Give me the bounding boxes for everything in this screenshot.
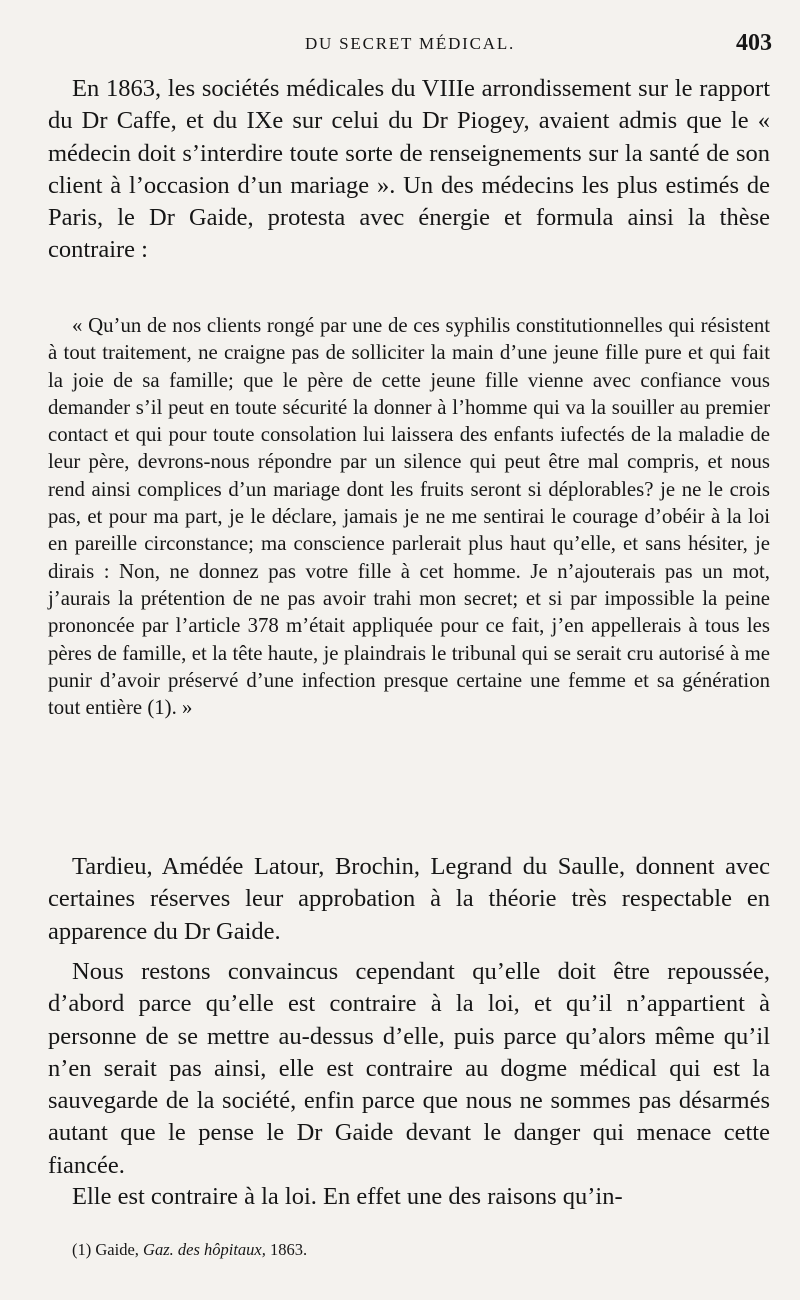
running-title: DU SECRET MÉDICAL.: [304, 34, 516, 53]
footnote-source: Gaz. des hôpitaux,: [143, 1240, 266, 1259]
footnote: [72, 1240, 307, 1260]
paragraph-contraire-loi: Elle est contraire à la loi. En effet une des raisons qu’in-: [72, 1183, 623, 1210]
footnote-author: Gaide,: [95, 1240, 139, 1259]
paragraph-nous-restons: Nous restons convaincus cependant qu’elle doit être repoussée, d’abord parce qu’elle est contraire à la loi, et qu’il n’appartient à personne de se mettre au-dessus d’elle, puis parce qu’alors même qu’il n’en serait pas ainsi, elle est contraire au dogme médical qui est la sauvegarde de la société, enfin parce que nous ne sommes pas désarmés autant que le pense le Dr Gaide devant le danger qui menace cette fiancée.: [48, 958, 770, 1179]
quotation-gaide: « Qu’un de nos clients rongé par une de ces syphilis constitutionnelles qui résistent à tout traitement, ne craigne pas de solliciter la main d’une jeune fille pure et qui fait la joie de sa famille; que le père de cette jeune fille vienne avec confiance vous demander s’il peut en toute sécurité la donner à l’homme qui va la souiller au premier contact et qui pour toute consolation lui laissera des enfants iufectés de la maladie de leur père, devrons-nous répondre par un silence qui peut être mal compris, et nous rend ainsi complices d’un mariage dont les fruits seront si déplorables? je ne le crois pas, et pour ma part, je le déclare, jamais je ne me sentirai le courage d’obéir à la loi en pareille circonstance; ma conscience parlerait plus haut qu’elle, et sans hésiter, je dirais : Non, ne donnez pas votre fille à cet homme. Je n’ajouterais pas un mot, j’aurais la prétention de ne pas avoir trahi mon secret; et si par impossible la peine prononcée par l’article 378 m’était appliquée pour ce fait, j’en appellerais à tous les pères de famille, et la tête haute, je plaindrais le tribunal qui se serait cru autorisé à me punir d’avoir préservé d’une infection presque certaine une femme et sa génération tout entière (1). »: [48, 314, 770, 720]
paragraph-intro: En 1863, les sociétés médicales du VIIIe arrondissement sur le rapport du Dr Caffe, et du IXe sur celui du Dr Piogey, avaient admis que le « médecin doit s’interdire toute sorte de renseignements sur la santé de son client à l’occasion d’un mariage ». Un des médecins les plus estimés de Paris, le Dr Gaide, protesta avec énergie et formula ainsi la thèse contraire :: [48, 75, 770, 264]
footnote-year: 1863.: [269, 1240, 308, 1259]
page-number: 403: [736, 30, 772, 56]
running-head: [48, 30, 772, 60]
paragraph-tardieu: Tardieu, Amédée Latour, Brochin, Legrand du Saulle, donnent avec certaines réserves leur approbation à la théorie très respectable en apparence du Dr Gaide.: [48, 853, 770, 945]
footnote-marker: (1): [72, 1240, 92, 1259]
